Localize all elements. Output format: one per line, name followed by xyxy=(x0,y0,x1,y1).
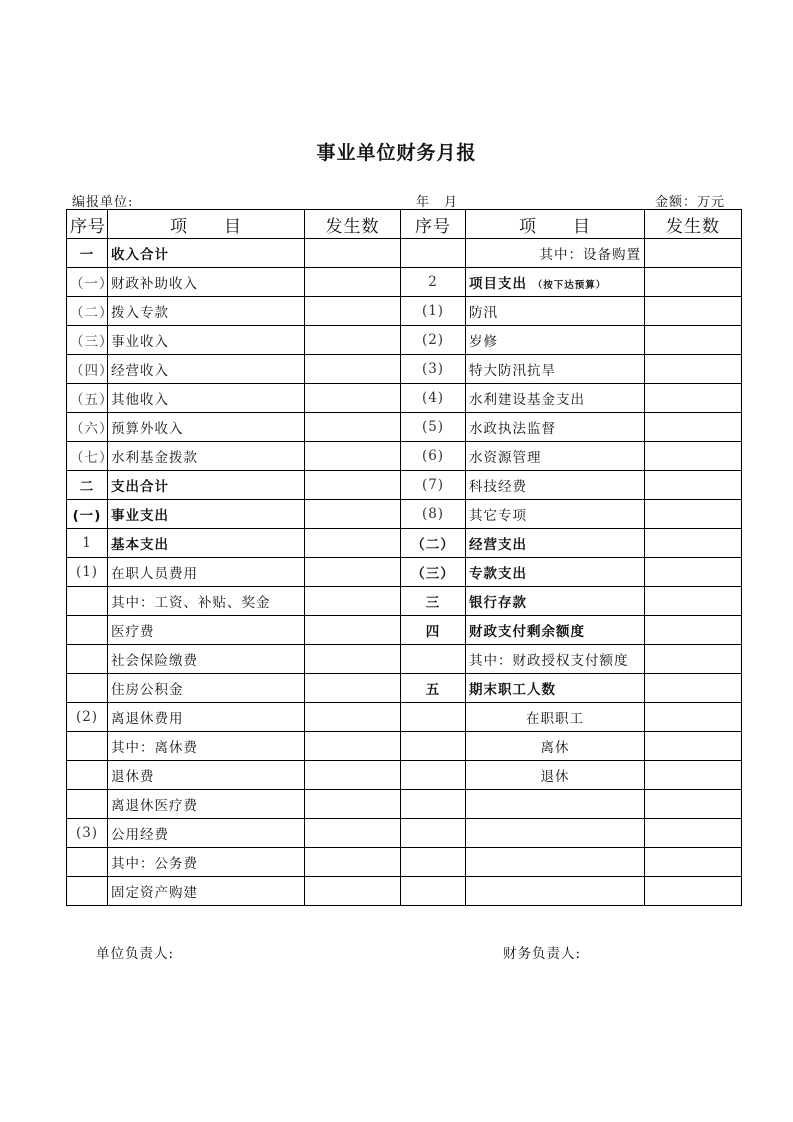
amount-cell[interactable] xyxy=(645,268,742,297)
table-row xyxy=(67,239,742,268)
amount-cell[interactable] xyxy=(645,674,742,703)
amount-cell[interactable] xyxy=(305,790,401,819)
row-seq: （一） xyxy=(67,268,108,297)
row-seq xyxy=(67,616,108,645)
row-item: 其中：设备购置 xyxy=(466,239,645,268)
row-item: 水利建设基金支出 xyxy=(466,384,645,413)
amount-cell[interactable] xyxy=(305,674,401,703)
row-item: 支出合计 xyxy=(108,471,305,500)
reporting-unit-label: 编报单位: xyxy=(72,195,134,210)
row-item: 岁修 xyxy=(466,326,645,355)
amount-cell[interactable] xyxy=(645,529,742,558)
row-seq: 2 xyxy=(401,268,466,297)
table-row xyxy=(67,529,742,558)
unit-head-signature-label: 单位负责人: xyxy=(96,946,175,962)
row-seq xyxy=(401,732,466,761)
row-item: 预算外收入 xyxy=(108,413,305,442)
page-title: 事业单位财务月报 xyxy=(316,142,477,164)
amount-cell[interactable] xyxy=(645,732,742,761)
row-seq: （六） xyxy=(67,413,108,442)
row-item: 经营支出 xyxy=(466,529,645,558)
amount-cell[interactable] xyxy=(305,819,401,848)
amount-cell[interactable] xyxy=(645,326,742,355)
row-item: 水资源管理 xyxy=(466,442,645,471)
row-item-note: （按下达预算） xyxy=(532,280,607,291)
header-seq-right: 序号 xyxy=(401,210,466,239)
row-seq: （二） xyxy=(67,297,108,326)
report-date-label: 年 月 xyxy=(416,195,459,210)
amount-cell[interactable] xyxy=(645,471,742,500)
table-row xyxy=(67,877,742,906)
amount-cell[interactable] xyxy=(645,355,742,384)
row-item: 收入合计 xyxy=(108,239,305,268)
row-item: 在职职工 xyxy=(466,703,645,732)
row-item: 公用经费 xyxy=(108,819,305,848)
row-item: 拨入专款 xyxy=(108,297,305,326)
row-seq: (3) xyxy=(67,819,108,848)
table-row xyxy=(67,413,742,442)
row-item: 水政执法监督 xyxy=(466,413,645,442)
row-seq xyxy=(67,877,108,906)
row-seq: (3) xyxy=(401,355,466,384)
amount-cell[interactable] xyxy=(305,529,401,558)
row-seq xyxy=(67,732,108,761)
table-row xyxy=(67,442,742,471)
amount-cell[interactable] xyxy=(645,790,742,819)
amount-cell[interactable] xyxy=(305,442,401,471)
row-item-text: 项目支出 xyxy=(469,276,527,292)
amount-cell[interactable] xyxy=(645,819,742,848)
table-row xyxy=(67,761,742,790)
amount-cell[interactable] xyxy=(645,384,742,413)
amount-cell[interactable] xyxy=(645,848,742,877)
table-row xyxy=(67,790,742,819)
row-item: 社会保险缴费 xyxy=(108,645,305,674)
amount-cell[interactable] xyxy=(305,558,401,587)
row-item: 固定资产购建 xyxy=(108,877,305,906)
amount-cell[interactable] xyxy=(305,297,401,326)
row-seq xyxy=(67,790,108,819)
row-item: 银行存款 xyxy=(466,587,645,616)
table-row xyxy=(67,500,742,529)
row-item: 退休费 xyxy=(108,761,305,790)
empty-seq-cell xyxy=(401,819,466,848)
amount-cell[interactable] xyxy=(305,616,401,645)
table-row xyxy=(67,587,742,616)
amount-cell[interactable] xyxy=(645,616,742,645)
amount-cell[interactable] xyxy=(305,384,401,413)
header-item-right: 项 目 xyxy=(466,210,645,239)
table-row xyxy=(67,471,742,500)
finance-head-signature-label: 财务负责人: xyxy=(503,946,582,962)
row-seq: （七） xyxy=(67,442,108,471)
table-row xyxy=(67,674,742,703)
row-item: 离退休费用 xyxy=(108,703,305,732)
amount-cell[interactable] xyxy=(305,239,401,268)
row-seq: 三 xyxy=(401,587,466,616)
amount-cell[interactable] xyxy=(645,587,742,616)
row-seq: (2) xyxy=(401,326,466,355)
amount-cell[interactable] xyxy=(645,761,742,790)
row-item: 其他收入 xyxy=(108,384,305,413)
row-item: 期末职工人数 xyxy=(466,674,645,703)
row-seq xyxy=(401,761,466,790)
row-seq xyxy=(401,703,466,732)
row-item: 离退休医疗费 xyxy=(108,790,305,819)
row-item: 离休 xyxy=(466,732,645,761)
row-seq: 二 xyxy=(67,471,108,500)
report-table xyxy=(66,209,742,906)
empty-item-cell xyxy=(466,848,645,877)
row-item: 防汛 xyxy=(466,297,645,326)
row-seq: (2) xyxy=(67,703,108,732)
empty-seq-cell xyxy=(401,790,466,819)
row-item: 其中：离休费 xyxy=(108,732,305,761)
row-item: 财政补助收入 xyxy=(108,268,305,297)
row-seq: (6) xyxy=(401,442,466,471)
row-seq xyxy=(401,239,466,268)
amount-cell[interactable] xyxy=(305,471,401,500)
row-seq: （三） xyxy=(67,326,108,355)
amount-cell[interactable] xyxy=(305,761,401,790)
amount-cell[interactable] xyxy=(645,558,742,587)
header-amount-left: 发生数 xyxy=(305,210,401,239)
amount-cell[interactable] xyxy=(305,326,401,355)
amount-cell[interactable] xyxy=(305,703,401,732)
table-row xyxy=(67,645,742,674)
amount-cell[interactable] xyxy=(645,413,742,442)
row-seq: (7) xyxy=(401,471,466,500)
amount-cell[interactable] xyxy=(305,355,401,384)
amount-cell[interactable] xyxy=(305,645,401,674)
table-row xyxy=(67,703,742,732)
row-seq: 五 xyxy=(401,674,466,703)
row-seq: (4) xyxy=(401,384,466,413)
row-item: 经营收入 xyxy=(108,355,305,384)
table-row xyxy=(67,558,742,587)
row-seq: 四 xyxy=(401,616,466,645)
row-seq xyxy=(67,761,108,790)
amount-cell[interactable] xyxy=(305,413,401,442)
amount-cell[interactable] xyxy=(645,442,742,471)
amount-cell[interactable] xyxy=(645,239,742,268)
row-seq: （五） xyxy=(67,384,108,413)
amount-cell[interactable] xyxy=(645,297,742,326)
row-item: 事业收入 xyxy=(108,326,305,355)
amount-cell[interactable] xyxy=(305,732,401,761)
amount-cell[interactable] xyxy=(305,500,401,529)
header-seq-left: 序号 xyxy=(67,210,108,239)
row-seq: (1) xyxy=(67,558,108,587)
amount-cell[interactable] xyxy=(645,645,742,674)
row-item: 退休 xyxy=(466,761,645,790)
empty-item-cell xyxy=(466,877,645,906)
row-seq: (一) xyxy=(67,500,108,529)
row-seq: 1 xyxy=(67,529,108,558)
row-item: 专款支出 xyxy=(466,558,645,587)
row-seq: (8) xyxy=(401,500,466,529)
row-seq: （三） xyxy=(401,558,466,587)
row-item: 水利基金拨款 xyxy=(108,442,305,471)
amount-cell[interactable] xyxy=(305,587,401,616)
table-row xyxy=(67,819,742,848)
row-item: 事业支出 xyxy=(108,500,305,529)
empty-seq-cell xyxy=(401,848,466,877)
row-seq: (1) xyxy=(401,297,466,326)
row-seq xyxy=(67,645,108,674)
row-seq xyxy=(67,848,108,877)
amount-cell[interactable] xyxy=(645,877,742,906)
table-row xyxy=(67,616,742,645)
row-seq: （二） xyxy=(401,529,466,558)
row-item: 其中：工资、补贴、奖金 xyxy=(108,587,305,616)
empty-item-cell xyxy=(466,790,645,819)
table-row xyxy=(67,268,742,297)
empty-seq-cell xyxy=(401,877,466,906)
amount-cell[interactable] xyxy=(305,268,401,297)
row-item: 其它专项 xyxy=(466,500,645,529)
row-seq xyxy=(67,587,108,616)
row-item: 在职人员费用 xyxy=(108,558,305,587)
table-row xyxy=(67,848,742,877)
table-header-row xyxy=(67,210,742,239)
row-item: 其中：财政授权支付额度 xyxy=(466,645,645,674)
row-seq: （四） xyxy=(67,355,108,384)
row-seq: 一 xyxy=(67,239,108,268)
row-item: 基本支出 xyxy=(108,529,305,558)
table-row xyxy=(67,384,742,413)
row-item: 特大防汛抗旱 xyxy=(466,355,645,384)
table-row xyxy=(67,355,742,384)
table-row xyxy=(67,732,742,761)
row-seq xyxy=(401,645,466,674)
row-item xyxy=(466,268,645,297)
header-item-left: 项 目 xyxy=(108,210,305,239)
row-item: 科技经费 xyxy=(466,471,645,500)
header-amount-right: 发生数 xyxy=(645,210,742,239)
row-item: 住房公积金 xyxy=(108,674,305,703)
table-row xyxy=(67,326,742,355)
amount-cell[interactable] xyxy=(645,500,742,529)
row-seq: (5) xyxy=(401,413,466,442)
amount-cell[interactable] xyxy=(645,703,742,732)
amount-unit-label: 金额：万元 xyxy=(655,195,726,210)
empty-item-cell xyxy=(466,819,645,848)
row-item: 其中：公务费 xyxy=(108,848,305,877)
row-item: 医疗费 xyxy=(108,616,305,645)
row-item: 财政支付剩余额度 xyxy=(466,616,645,645)
row-seq xyxy=(67,674,108,703)
table-row xyxy=(67,297,742,326)
amount-cell[interactable] xyxy=(305,877,401,906)
amount-cell[interactable] xyxy=(305,848,401,877)
